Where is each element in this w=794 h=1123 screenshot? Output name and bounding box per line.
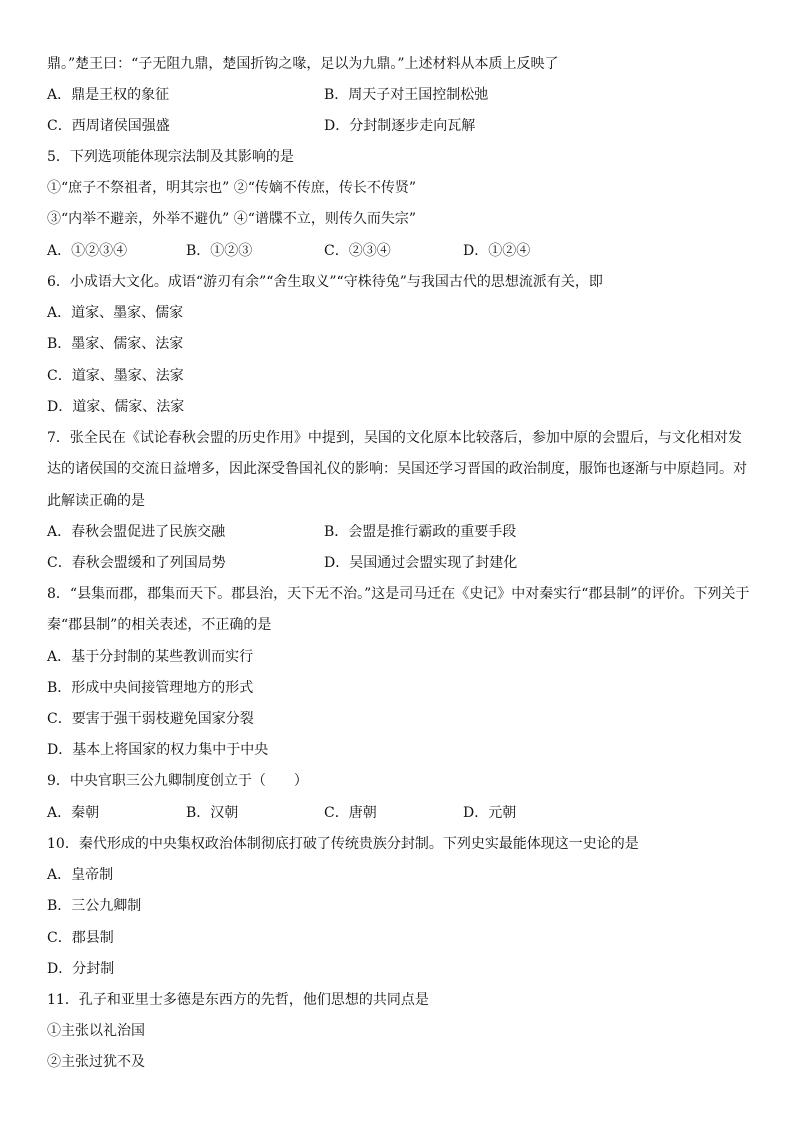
q4-stem-tail: 鼎。”楚王曰：“子无阻九鼎，楚国折钩之喙，足以为九鼎。”上述材料从本质上反映了 — [47, 56, 559, 72]
q7-stem-2: 达的诸侯国的交流日益增多，因此深受鲁国礼仪的影响：吴国还学习晋国的政治制度，服饰也逐渐与中原趋同。对 — [47, 461, 747, 477]
q8-stem-1: 8．“县集而郡，郡集而天下。郡县治，天下无不治。”这是司马迁在《史记》中对秦实行“郡县制”的评价。下列关于 — [47, 586, 750, 602]
q10-option-c: C．郡县制 — [47, 930, 114, 946]
q6-option-a: A．道家、墨家、儒家 — [47, 305, 184, 321]
q10-stem: 10．秦代形成的中央集权政治体制彻底打破了传统贵族分封制。下列史实最能体现这一史论的是 — [47, 836, 639, 852]
q10-option-a: A．皇帝制 — [47, 867, 114, 883]
q9-option-d: D．元朝 — [463, 805, 517, 821]
q4-option-c: C．西周诸侯国强盛 — [47, 118, 170, 134]
q10-option-d: D．分封制 — [47, 961, 115, 977]
q9-option-a: A．秦朝 — [47, 805, 100, 821]
q4-option-b: B．周天子对王国控制松弛 — [324, 87, 489, 103]
q6-option-d: D．道家、儒家、法家 — [47, 399, 185, 415]
q8-option-a: A．基于分封制的某些教训而实行 — [47, 649, 254, 665]
q5-option-d: D．①②④ — [463, 243, 531, 259]
q8-option-b: B．形成中央间接管理地方的形式 — [47, 680, 254, 696]
q9-option-c: C．唐朝 — [324, 805, 377, 821]
q7-option-a: A．春秋会盟促进了民族交融 — [47, 524, 226, 540]
q7-option-c: C．春秋会盟缓和了列国局势 — [47, 555, 226, 571]
q7-option-b: B．会盟是推行霸政的重要手段 — [324, 524, 517, 540]
q7-option-d: D．吴国通过会盟实现了封建化 — [324, 555, 518, 571]
q5-stem: 5．下列选项能体现宗法制及其影响的是 — [47, 149, 294, 165]
q6-option-b: B．墨家、儒家、法家 — [47, 336, 184, 352]
q6-stem: 6．小成语大文化。成语“游刃有余”“舍生取义”“守株待兔”与我国古代的思想流派有关，即 — [47, 274, 603, 290]
q4-option-d: D．分封制逐步走向瓦解 — [324, 118, 476, 134]
q9-option-b: B．汉朝 — [186, 805, 239, 821]
q5-statements-2: ③“内举不避亲，外举不避仇” ④“谱牒不立，则传久而失宗” — [47, 211, 417, 227]
q8-option-c: C．要害于强干弱枝避免国家分裂 — [47, 711, 254, 727]
q9-stem: 9．中央官职三公九卿制度创立于（ ） — [47, 773, 308, 789]
q5-option-a: A．①②③④ — [47, 243, 128, 259]
q10-option-b: B．三公九卿制 — [47, 898, 142, 914]
q8-stem-2: 秦“郡县制”的相关表述，不正确的是 — [47, 617, 272, 633]
q5-option-c: C．②③④ — [324, 243, 391, 259]
q8-option-d: D．基本上将国家的权力集中于中央 — [47, 742, 269, 758]
q5-option-b: B．①②③ — [186, 243, 253, 259]
q7-stem-1: 7．张全民在《试论春秋会盟的历史作用》中提到，吴国的文化原本比较落后，参加中原的会盟后，与文化相对发 — [47, 430, 742, 446]
q6-option-c: C．道家、墨家、法家 — [47, 368, 184, 384]
q11-stem: 11．孔子和亚里士多德是东西方的先哲，他们思想的共同点是 — [47, 992, 429, 1008]
q5-statements-1: ①“庶子不祭祖者，明其宗也” ②“传嫡不传庶，传长不传贤” — [47, 180, 417, 196]
q7-stem-3: 此解读正确的是 — [47, 493, 145, 509]
q11-statement-2: ②主张过犹不及 — [47, 1054, 145, 1070]
q11-statement-1: ①主张以礼治国 — [47, 1023, 145, 1039]
q4-option-a: A．鼎是王权的象征 — [47, 87, 170, 103]
